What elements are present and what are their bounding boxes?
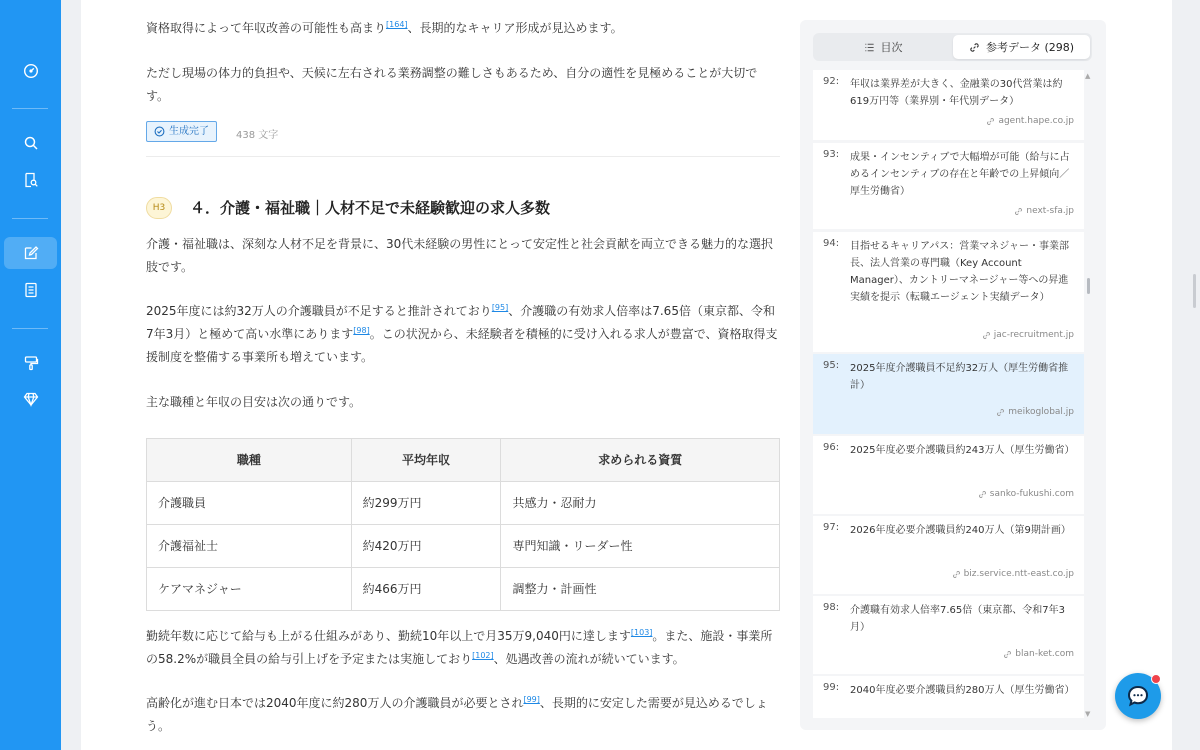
reference-source[interactable]: agent.hape.co.jp	[986, 116, 1074, 126]
list-icon[interactable]	[4, 274, 57, 306]
reference-item[interactable]	[813, 70, 1084, 140]
reference-text: 2026年度必要介護職員約240万人（第9期計画）	[850, 525, 1071, 536]
reference-number: 99:	[823, 682, 840, 693]
reference-source[interactable]: biz.service.ntt-east.co.jp	[952, 569, 1074, 579]
table-header: 平均年収	[351, 439, 501, 482]
paragraph: 高齢化が進む日本では2040年度に約280万人の介護職員が必要とされ[99]、長期的に安定した需要が見込めるでしょう。	[146, 695, 768, 733]
reference-panel	[800, 20, 1106, 730]
paragraph: 資格取得によって年収改善の可能性も高まり[164]、長期的なキャリア形成が見込めます。	[146, 20, 623, 35]
table-header: 職種	[147, 439, 352, 482]
scroll-thumb[interactable]	[1087, 278, 1090, 294]
sidebar-divider	[12, 328, 48, 329]
reference-source[interactable]: meikoglobal.jp	[996, 407, 1074, 417]
reference-text: 年収は業界差が大きく、金融業の30代営業は約619万円等（業界別・年代別データ）	[850, 79, 1063, 107]
reference-item[interactable]	[813, 143, 1084, 229]
citation-link[interactable]: [102]	[472, 651, 494, 660]
table-cell: 介護福祉士	[147, 525, 352, 568]
notification-dot	[1151, 674, 1161, 684]
edit-icon[interactable]	[4, 237, 57, 269]
reference-item-active[interactable]	[813, 354, 1084, 434]
section-heading: ４．介護・福祉職｜人材不足で未経験歓迎の求人多数	[190, 199, 551, 217]
chat-icon	[1124, 682, 1152, 710]
table-header: 求められる資質	[501, 439, 780, 482]
table-cell: ケアマネジャー	[147, 568, 352, 611]
table-cell: 共感力・忍耐力	[501, 482, 780, 525]
reference-source[interactable]: blan-ket.com	[1003, 649, 1074, 659]
reference-number: 97:	[823, 522, 840, 533]
citation-link[interactable]: [95]	[491, 303, 509, 312]
table-row	[147, 525, 780, 568]
reference-text: 2040年度必要介護職員約280万人（厚生労働省）	[850, 685, 1075, 696]
reference-number: 96:	[823, 442, 840, 453]
reference-list	[813, 70, 1085, 718]
sidebar	[0, 0, 61, 750]
citation-link[interactable]: [103]	[630, 628, 653, 637]
reference-number: 98:	[823, 602, 840, 613]
section-divider	[146, 156, 780, 157]
reference-number: 95:	[823, 360, 840, 371]
table-cell: 介護職員	[147, 482, 352, 525]
reference-item[interactable]	[813, 232, 1084, 352]
paragraph: 2025年度には約32万人の介護職員が不足すると推計されており[95]、介護職の有効求人倍率は7.65倍（東京都、令和7年3月）と極めて高い水準にあります[98]。この状況から、未経験者を積極的に受け入れる求人が豊富で、資格取得支援制度を整備する事業所も増えています。	[146, 303, 778, 364]
reference-item[interactable]	[813, 676, 1084, 718]
dashboard-icon[interactable]	[4, 55, 57, 87]
citation-link[interactable]: [164]	[386, 20, 408, 29]
reference-number: 94:	[823, 238, 840, 249]
list-icon	[864, 42, 875, 53]
link-icon	[969, 42, 980, 53]
brush-icon[interactable]	[4, 347, 57, 379]
reference-number: 93:	[823, 149, 840, 160]
link-icon	[982, 331, 991, 340]
reference-number: 92:	[823, 76, 840, 87]
h3-tag[interactable]: H3	[146, 197, 172, 219]
paragraph: ただし現場の体力的負担や、天候に左右される業務調整の難しさもあるため、自分の適性を見極めることが大切です。	[146, 66, 758, 103]
window-gutter	[1172, 0, 1200, 750]
reference-text: 成果・インセンティブで大幅増が可能（給与に占めるインセンティブの存在と年齢での上昇傾向／厚生労働省）	[850, 152, 1070, 197]
paragraph: 勤続年数に応じて給与も上がる仕組みがあり、勤続10年以上で月35万9,040円に達します[103]。また、施設・事業所の58.2%が職員全員の給与引上げを予定または実施しており[102]、処遇改善の流れが続いています。	[146, 628, 773, 666]
scroll-down-arrow-icon[interactable]: ▼	[1085, 710, 1091, 718]
tab-toc[interactable]: 目次	[815, 35, 951, 59]
table-cell: 約466万円	[351, 568, 501, 611]
link-icon	[986, 117, 995, 126]
sidebar-divider	[12, 218, 48, 219]
generated-status-badge: 生成完了	[146, 121, 217, 142]
reference-text: 2025年度必要介護職員約243万人（厚生労働省）	[850, 445, 1075, 456]
table-row	[147, 482, 780, 525]
link-icon	[978, 490, 987, 499]
reference-item[interactable]	[813, 596, 1084, 674]
table-row	[147, 568, 780, 611]
link-icon	[996, 408, 1005, 417]
reference-text: 介護職有効求人倍率7.65倍（東京都、令和7年3月）	[850, 605, 1065, 633]
reference-text: 目指せるキャリアパス：営業マネジャー・事業部長、法人営業の専門職（Key Account Manager）、カントリーマネージャー等への昇進実績を提示（転職エージェント実績データ）	[850, 241, 1069, 303]
reference-source[interactable]: jac-recruitment.jp	[982, 330, 1074, 340]
link-icon	[1014, 207, 1023, 216]
tab-references[interactable]: 参考データ (298)	[953, 35, 1090, 59]
panel-tabs	[813, 33, 1092, 61]
search-icon[interactable]	[4, 127, 57, 159]
citation-link[interactable]: [98]	[353, 326, 370, 335]
table-cell: 約420万円	[351, 525, 501, 568]
table-cell: 調整力・計画性	[501, 568, 780, 611]
table-cell: 約299万円	[351, 482, 501, 525]
table-cell: 専門知識・リーダー性	[501, 525, 780, 568]
reference-item[interactable]	[813, 436, 1084, 514]
paragraph: 介護・福祉職は、深刻な人材不足を背景に、30代未経験の男性にとって安定性と社会貢献を両立できる魅力的な選択肢です。	[146, 237, 774, 274]
char-count: 438 文字	[236, 130, 279, 141]
check-circle-icon	[154, 126, 165, 137]
document-search-icon[interactable]	[4, 164, 57, 196]
job-salary-table	[146, 438, 780, 611]
reference-source[interactable]: next-sfa.jp	[1014, 206, 1074, 216]
page-scrollbar-thumb[interactable]	[1193, 274, 1196, 308]
diamond-icon[interactable]	[4, 383, 57, 415]
link-icon	[1003, 650, 1012, 659]
link-icon	[952, 570, 961, 579]
reference-item[interactable]	[813, 516, 1084, 594]
reference-source[interactable]: sanko-fukushi.com	[978, 489, 1074, 499]
reference-text: 2025年度介護職員不足約32万人（厚生労働省推計）	[850, 363, 1069, 391]
sidebar-divider	[12, 108, 48, 109]
scroll-up-arrow-icon[interactable]: ▲	[1085, 72, 1091, 80]
paragraph: 主な職種と年収の目安は次の通りです。	[146, 395, 362, 409]
citation-link[interactable]: [99]	[523, 695, 540, 704]
table-header-row	[147, 439, 780, 482]
reference-scrollbar[interactable]	[1087, 72, 1090, 718]
